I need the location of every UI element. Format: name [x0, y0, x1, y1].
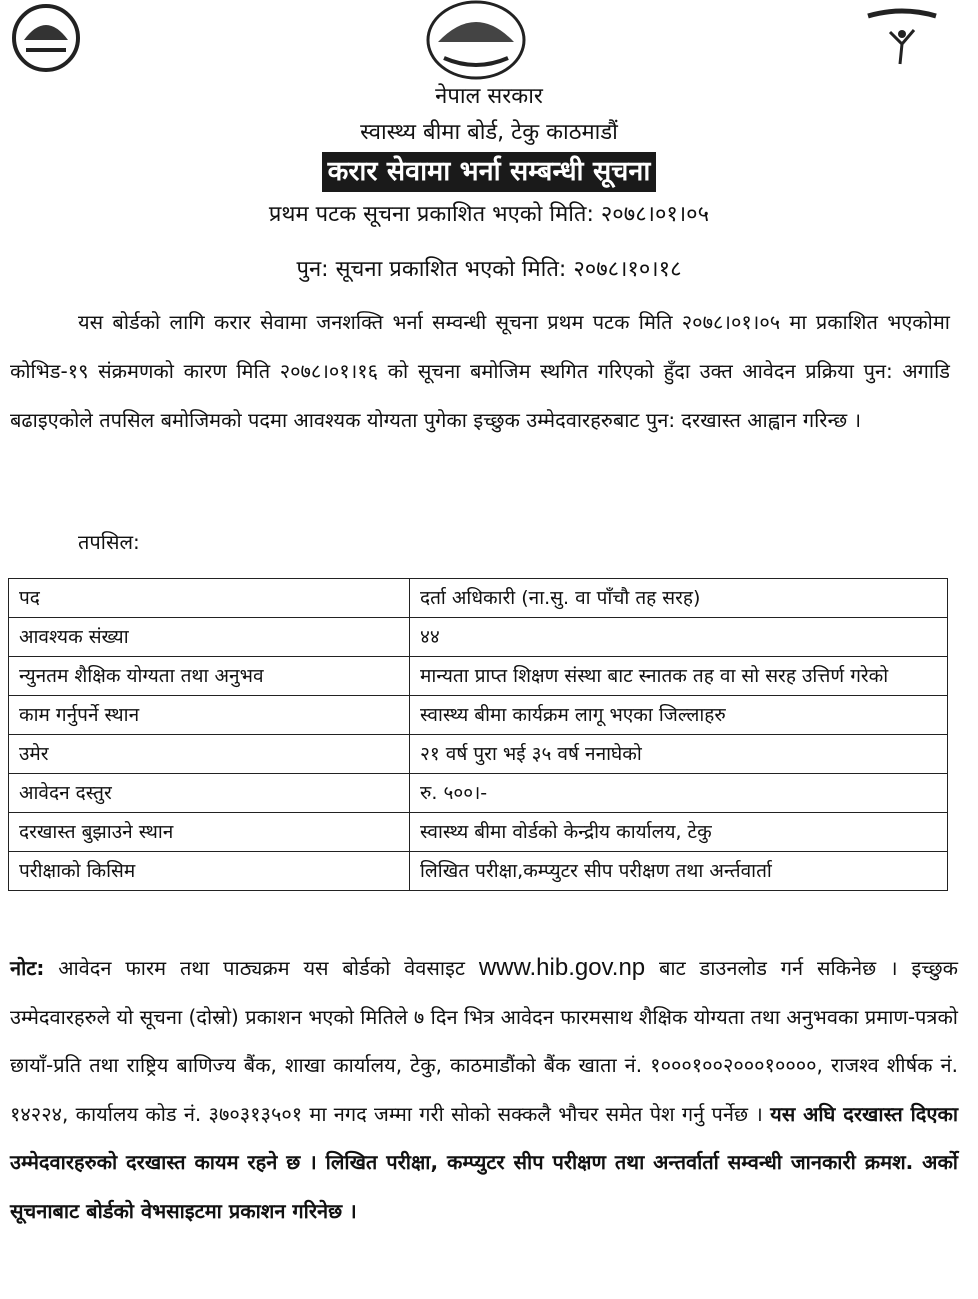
row-value: स्वास्थ्य बीमा कार्यक्रम लागू भएका जिल्लाहरु	[410, 696, 948, 735]
table-row	[9, 657, 948, 696]
republished-date: पुन: सूचना प्रकाशित भएको मिति: २०७८।१०।१८	[296, 257, 682, 282]
note-label: नोट:	[10, 956, 45, 980]
intro-paragraph: यस बोर्डको लागि करार सेवामा जनशक्ति भर्ना सम्वन्धी सूचना प्रथम पटक मिति २०७८।०१।०५ मा प्रकाशित भएकोमा कोभिड-१९ संक्रमणको कारण मिति २०७८।०१।१६ को सूचना बमोजिम स्थगित गरिएको हुँदा उक्त आवेदन प्रक्रिया पुन: अगाडि बढाइएकोले तपसिल बमोजिमको पदमा आवश्यक योग्यता पुगेका इच्छुक उम्मेदवारहरुबाट पुन: दरखास्त आह्वान गरिन्छ ।	[10, 310, 950, 432]
row-value: मान्यता प्राप्त शिक्षण संस्था बाट स्नातक तह वा सो सरह उत्तिर्ण गरेको	[410, 657, 948, 696]
note-text-2: बाट डाउनलोड गर्न सकिनेछ । इच्छुक उम्मेदवारहरुले यो सूचना (दोस्रो) प्रकाशन भएको मितिले ७ दिन भित्र आवेदन फारमसाथ शैक्षिक योग्यता तथा अनुभवका प्रमाण-पत्रको छायाँ-प्रति तथा राष्ट्रिय बाणिज्य बैंक, शाखा कार्यालय, टेकु, काठमाडौंको बैंक खाता नं. १०००१००२०००१००००, राजश्व शीर्षक नं. १४२२४, कार्यालय कोड नं. ३७०३१३५०१ मा नगद जम्मा गरी सोको सक्कलै भौचर समेत पेश गर्नु पर्नेछ ।	[10, 956, 959, 1126]
table-row	[9, 852, 948, 891]
govt-name: नेपाल सरकार	[435, 84, 543, 109]
row-key: काम गर्नुपर्ने स्थान	[9, 696, 410, 735]
row-value: लिखित परीक्षा,कम्प्युटर सीप परीक्षण तथा अर्न्तवार्ता	[410, 852, 948, 891]
table-row	[9, 618, 948, 657]
first-published-date: प्रथम पटक सूचना प्रकाशित भएको मिति: २०७८।०१।०५	[268, 202, 710, 227]
row-key: दरखास्त बुझाउने स्थान	[9, 813, 410, 852]
notice-title-banner	[0, 152, 978, 192]
row-value: स्वास्थ्य बीमा वोर्डको केन्द्रीय कार्यालय, टेकु	[410, 813, 948, 852]
hib-logo-icon	[862, 4, 942, 72]
notice-title: करार सेवामा भर्ना सम्बन्धी सूचना	[322, 152, 657, 192]
website-link[interactable]: www.hib.gov.np	[478, 954, 646, 981]
tapsil-label: तपसिल:	[78, 530, 140, 554]
nepal-govt-emblem-icon	[8, 0, 86, 72]
row-key: आवश्यक संख्या	[9, 618, 410, 657]
row-key: पद	[9, 579, 410, 618]
table-row	[9, 735, 948, 774]
table-row	[9, 696, 948, 735]
row-value: रु. ५००।-	[410, 774, 948, 813]
row-value: दर्ता अधिकारी (ना.सु. वा पाँचौ तह सरह)	[410, 579, 948, 618]
row-key: उमेर	[9, 735, 410, 774]
details-table	[8, 578, 948, 891]
row-key: आवेदन दस्तुर	[9, 774, 410, 813]
note-text-1: आवेदन फारम तथा पाठ्यक्रम यस बोर्डको वेवसाइट	[58, 956, 465, 980]
note-paragraph	[10, 944, 958, 1235]
table-row	[9, 813, 948, 852]
table-row	[9, 579, 948, 618]
row-key: परीक्षाको किसिम	[9, 852, 410, 891]
note-bold-text: यस अघि दरखास्त दिएका उम्मेदवारहरुको दरखास्त कायम रहने छ । लिखित परीक्षा, कम्प्युटर सीप परीक्षण तथा अन्तर्वार्ता सम्वन्धी जानकारी क्रमश. अर्को सूचनाबाट बोर्डको वेभसाइटमा प्रकाशन गरिनेछ ।	[10, 1101, 959, 1223]
table-row	[9, 774, 948, 813]
row-value: ४४	[410, 618, 948, 657]
central-emblem-icon	[420, 0, 532, 82]
row-key: न्युनतम शैक्षिक योग्यता तथा अनुभव	[9, 657, 410, 696]
office-name: स्वास्थ्य बीमा बोर्ड, टेकु काठमाडौं	[360, 120, 618, 145]
row-value: २१ वर्ष पुरा भई ३५ वर्ष ननाघेको	[410, 735, 948, 774]
